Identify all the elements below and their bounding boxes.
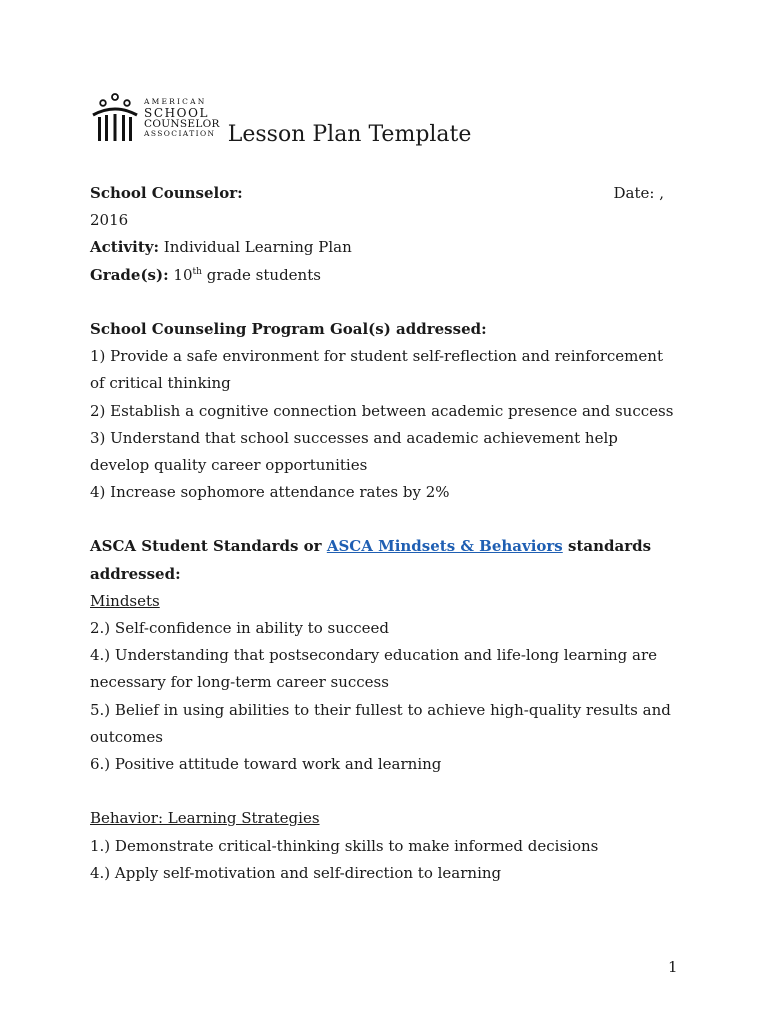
spacer [90, 506, 690, 533]
asca-logo [90, 93, 220, 149]
standards-heading-pre: ASCA Student Standards or [90, 537, 322, 556]
document-title: Lesson Plan Template [227, 122, 472, 147]
standards-heading-post: standards [568, 537, 652, 556]
grades-rest: grade students [206, 265, 321, 284]
spacer [90, 289, 690, 316]
logo-line-association: ASSOCIATION [144, 129, 216, 138]
mindset-line: outcomes [90, 727, 163, 746]
logo-line-school: SCHOOL [144, 105, 210, 120]
standards-heading [90, 533, 690, 560]
grades-row [90, 262, 690, 289]
grades-number: 10 [173, 265, 193, 284]
goal-line: 3) Understand that school successes and academic achievement help [90, 428, 618, 447]
goal-line: 2) Establish a cognitive connection between academic presence and success [90, 401, 674, 420]
mindset-line: 2.) Self-confidence in ability to succeed [90, 619, 390, 637]
mindset-line: 6.) Positive attitude toward work and learning [90, 754, 442, 773]
goal-line: of critical thinking [90, 374, 231, 393]
date-year: 2016 [90, 211, 129, 230]
goal-line: 1) Provide a safe environment for student self-reflection and reinforcement [90, 347, 663, 366]
counselor-date-row [90, 180, 664, 207]
activity-label: Activity: [90, 238, 159, 257]
goal-line: 4) Increase sophomore attendance rates by 2% [90, 483, 450, 502]
behavior-line: 1.) Demonstrate critical-thinking skills to make informed decisions [90, 836, 599, 855]
logo-line-counselor: COUNSELOR [144, 117, 220, 130]
activity-value: Individual Learning Plan [163, 238, 352, 257]
spacer [90, 778, 690, 805]
asca-logo-mark-icon [90, 93, 140, 145]
goal-line: develop quality career opportunities [90, 455, 368, 474]
grades-label: Grade(s): [90, 265, 169, 284]
logo-line-american: AMERICAN [144, 97, 207, 106]
behavior-label: Behavior: Learning Strategies [90, 809, 320, 828]
mindsets-label: Mindsets [90, 591, 160, 610]
mindset-line: 4.) Understanding that postsecondary education and life-long learning are [90, 646, 658, 665]
mindset-line: 5.) Belief in using abilities to their fullest to achieve high-quality results and [90, 700, 671, 719]
standards-heading-line2: addressed: [90, 564, 181, 583]
page-number: 1 [668, 958, 678, 976]
behavior-line: 4.) Apply self-motivation and self-direction to learning [90, 863, 502, 882]
activity-row [90, 234, 690, 261]
asca-logo-text [144, 93, 220, 138]
goals-heading: School Counseling Program Goal(s) addressed: [90, 319, 487, 338]
counselor-label: School Counselor: [90, 184, 243, 202]
document-header [90, 93, 471, 149]
date-label: Date: , [613, 184, 664, 202]
document-body [90, 180, 690, 887]
mindset-line: necessary for long-term career success [90, 673, 389, 692]
asca-mindsets-link[interactable]: ASCA Mindsets & Behaviors [326, 537, 563, 556]
grades-superscript: th [192, 266, 202, 277]
